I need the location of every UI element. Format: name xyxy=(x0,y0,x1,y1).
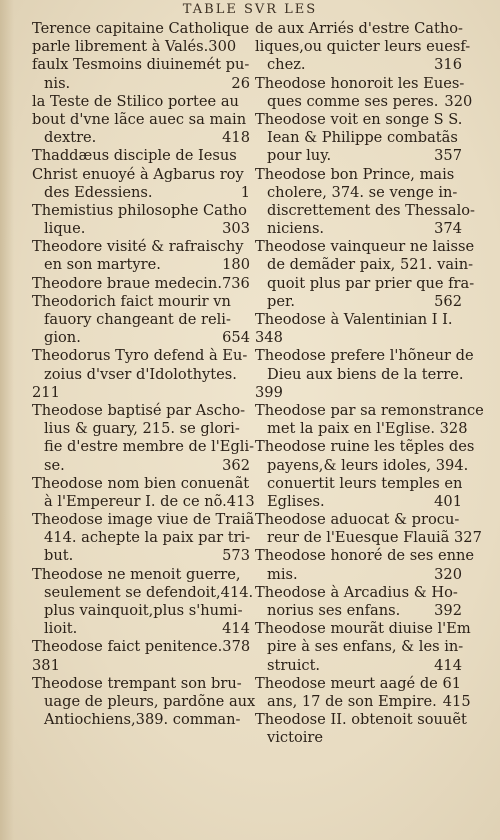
index-entry-line xyxy=(255,657,462,675)
page-reference: 414 xyxy=(434,656,462,674)
index-entry-line xyxy=(32,38,250,56)
index-entry-line xyxy=(255,311,462,329)
index-entry-line xyxy=(32,347,250,365)
index-entry-line xyxy=(255,38,471,56)
index-entry-line xyxy=(255,74,465,93)
index-entry-line xyxy=(255,620,471,638)
index-entry-line xyxy=(255,238,475,256)
entry-text: à l'Empereur I. de ce nõ.413 xyxy=(44,492,255,510)
index-entry-line xyxy=(255,547,475,565)
entry-text: de demãder paix, 521. vain- xyxy=(267,256,474,274)
entry-text: nis. xyxy=(44,74,71,92)
entry-text: fauory changeant de reli- xyxy=(44,311,231,328)
entry-text: Iean & Philippe combatãs xyxy=(267,129,458,147)
entry-text: Theodose à Arcadius & Ho- xyxy=(255,583,458,601)
index-entry-line xyxy=(32,566,250,584)
index-entry-line xyxy=(255,20,462,38)
index-entry-line xyxy=(255,147,462,165)
index-entry-line xyxy=(255,584,462,602)
entry-text: Theodose nom bien conuenãt xyxy=(32,474,250,492)
index-entry-line xyxy=(255,274,475,293)
entry-text: seulement se defendoit,414. xyxy=(44,583,254,601)
index-entry-line xyxy=(255,184,462,202)
entry-text: Theodose image viue de Traiã xyxy=(32,511,255,529)
page-reference: 573 xyxy=(222,547,250,565)
index-entry-line xyxy=(32,457,250,475)
index-entry-line xyxy=(255,92,473,111)
index-entry-line xyxy=(32,675,250,693)
page-reference: 303 xyxy=(222,220,250,238)
index-entry-line xyxy=(32,111,250,129)
entry-text: de aux Arriés d'estre Catho- xyxy=(255,20,463,37)
index-entry-line xyxy=(255,602,462,620)
index-entry-line xyxy=(32,402,250,420)
entry-text: cholere, 374. se venge in- xyxy=(267,183,458,201)
index-entry-line xyxy=(32,275,250,293)
entry-text: fie d'estre membre de l'Egli- xyxy=(44,438,255,456)
index-entry-line xyxy=(32,20,250,38)
index-entry-line xyxy=(32,329,250,347)
index-entry-line xyxy=(32,220,250,238)
index-entry-line xyxy=(32,366,250,384)
entry-text: discrettement des Thessalo- xyxy=(267,201,475,219)
index-entry-line xyxy=(255,529,482,547)
index-entry-line xyxy=(255,347,474,365)
entry-text: Terence capitaine Catholique xyxy=(32,20,250,37)
entry-text: lius & guary, 215. se glori- xyxy=(44,420,240,438)
entry-text: lique. xyxy=(44,220,86,238)
index-entry-line xyxy=(255,511,462,529)
entry-text: Theodose aduocat & procu- xyxy=(255,511,460,529)
index-entry-line xyxy=(255,384,462,402)
entry-text: struict. xyxy=(267,656,321,674)
index-entry-line xyxy=(255,56,462,74)
page-reference: 392 xyxy=(434,602,462,619)
entry-text: Theodose meurt aagé de 61 xyxy=(255,674,462,692)
page-reference: 320 xyxy=(434,565,462,583)
index-entry-line xyxy=(255,711,467,729)
page-reference: 374 xyxy=(434,220,462,238)
index-entry-line xyxy=(255,566,462,584)
page-reference: 357 xyxy=(434,147,462,165)
entry-text: Theodose mourãt diuise l'Em xyxy=(255,620,471,638)
index-entry-line xyxy=(255,475,462,493)
index-entry-line xyxy=(255,420,468,438)
index-entry-line xyxy=(32,529,250,547)
page-reference: 562 xyxy=(434,292,462,310)
entry-text: Theodorus Tyro defend à Eu- xyxy=(32,347,248,365)
index-entry-line xyxy=(32,438,255,456)
page-reference: 316 xyxy=(434,56,462,74)
index-entry-line xyxy=(255,401,484,420)
entry-text: ques comme ses peres. xyxy=(267,92,439,110)
entry-text: ans, 17 de son Empire. xyxy=(267,692,437,710)
index-entry-line xyxy=(32,166,250,184)
index-entry-line xyxy=(32,202,250,220)
entry-text: conuertit leurs temples en xyxy=(267,474,463,492)
entry-text: plus vainquoit,plus s'humi- xyxy=(44,602,243,619)
entry-text: uage de pleurs, pardõne aux xyxy=(44,692,256,710)
index-entry-line xyxy=(255,293,462,311)
index-entry-line xyxy=(255,456,469,475)
index-entry-line xyxy=(255,256,474,274)
entry-text: bout d'vne lãce auec sa main xyxy=(32,110,247,128)
index-entry-line xyxy=(32,602,250,620)
entry-text: but. xyxy=(44,547,74,565)
page-reference: 1 xyxy=(240,183,250,201)
page-reference: 362 xyxy=(222,456,250,474)
entry-text: met la paix en l'Eglise. 328 xyxy=(267,420,468,438)
entry-text: mis. xyxy=(267,565,298,583)
index-entry-line xyxy=(32,129,250,147)
entry-text: Theodose honoré de ses enne xyxy=(255,547,475,565)
index-entry-line xyxy=(255,220,462,238)
index-column-right xyxy=(255,20,484,748)
entry-text: gion. xyxy=(44,329,81,347)
entry-text: Theodose II. obtenoit souuẽt xyxy=(255,711,467,729)
entry-text: faulx Tesmoins diuinemét pu- xyxy=(32,56,250,74)
entry-text: 211 xyxy=(32,383,60,401)
page-reference: 654 xyxy=(222,329,250,347)
index-entry-line xyxy=(32,184,250,202)
index-column-left xyxy=(32,20,256,729)
index-entry-line xyxy=(255,329,462,347)
index-entry-line xyxy=(32,657,250,675)
entry-text: lioit. xyxy=(44,620,78,638)
entry-text: Theodose voit en songe S S. xyxy=(255,110,463,128)
index-entry-line xyxy=(255,438,475,456)
entry-text: des Edessiens. xyxy=(44,183,153,201)
entry-text: norius ses enfans. xyxy=(267,602,401,619)
entry-text: Theodose prefere l'hõneur de xyxy=(255,347,474,365)
entry-text: se. xyxy=(44,456,65,474)
index-entry-line xyxy=(32,384,250,402)
index-entry-line xyxy=(255,166,462,184)
entry-text: Themistius philosophe Catho xyxy=(32,201,247,219)
entry-text: parle librement à Valés.300 xyxy=(32,38,237,56)
page-reference: 414 xyxy=(222,620,250,638)
index-entry-line xyxy=(32,620,250,638)
entry-text: Dieu aux biens de la terre. xyxy=(267,365,464,383)
entry-text: 399 xyxy=(255,383,283,401)
index-entry-line xyxy=(32,75,250,93)
page-reference: 401 xyxy=(434,492,462,510)
entry-text: 348 xyxy=(255,329,283,347)
index-entry-line xyxy=(32,56,250,74)
entry-text: quoit plus par prier que fra- xyxy=(267,274,475,292)
index-entry-line xyxy=(255,692,471,711)
entry-text: la Teste de Stilico portee au xyxy=(32,92,239,110)
index-entry-line xyxy=(255,493,462,511)
index-entry-line xyxy=(32,511,255,529)
index-entry-line xyxy=(255,638,462,656)
page-gutter-shadow xyxy=(0,0,14,840)
index-entry-line xyxy=(255,675,462,693)
index-entry-line xyxy=(255,366,462,384)
entry-text: Theodose ne menoit guerre, xyxy=(32,565,241,583)
entry-text: pire à ses enfans, & les in- xyxy=(267,638,464,656)
entry-text: payens,& leurs idoles, 394. xyxy=(267,456,469,474)
entry-text: en son martyre. xyxy=(44,256,161,274)
entry-text: reur de l'Euesque Flauiã 327 xyxy=(267,529,482,547)
index-entry-line xyxy=(32,475,250,493)
index-entry-line xyxy=(32,311,250,329)
index-entry-line xyxy=(255,201,475,220)
entry-text: dextre. xyxy=(44,129,97,147)
entry-text: Theodose baptisé par Ascho- xyxy=(32,401,246,419)
entry-text: per. xyxy=(267,292,295,310)
entry-text: Theodore visité & rafraischy xyxy=(32,238,244,256)
index-entry-line xyxy=(32,492,255,511)
index-entry-line xyxy=(32,93,250,111)
entry-text: Theodose vainqueur ne laisse xyxy=(255,238,475,256)
entry-text: chez. xyxy=(267,56,306,74)
entry-text: Theodose par sa remonstrance xyxy=(255,401,484,419)
page-reference: 26 xyxy=(231,74,250,92)
page-reference: 415 xyxy=(442,692,471,710)
page-reference: 418 xyxy=(222,129,250,147)
index-entry-line xyxy=(32,692,256,711)
index-entry-line xyxy=(32,238,250,256)
entry-text: Theodose ruine les tẽples des xyxy=(255,438,475,456)
index-entry-line xyxy=(255,729,462,747)
entry-text: liques,ou quicter leurs euesf- xyxy=(255,38,471,56)
entry-text: Antiochiens,389. comman- xyxy=(44,711,241,729)
index-entry-line xyxy=(32,293,250,311)
entry-text: 414. achepte la paix par tri- xyxy=(44,529,251,547)
entry-text: niciens. xyxy=(267,220,325,238)
index-entry-line xyxy=(32,256,250,274)
entry-text: Theodose à Valentinian I I. xyxy=(255,311,453,328)
index-entry-line xyxy=(32,547,250,565)
page-reference: 180 xyxy=(222,256,250,274)
index-entry-line xyxy=(32,711,250,729)
entry-text: 381 xyxy=(32,656,60,674)
entry-text: Theodore braue medecin.736 xyxy=(32,274,250,292)
entry-text: Christ enuoyé à Agbarus roy xyxy=(32,165,244,183)
entry-text: victoire xyxy=(267,729,324,747)
index-entry-line xyxy=(32,147,250,165)
entry-text: Theodose faict penitence.378 xyxy=(32,638,251,656)
entry-text: Theodorich faict mourir vn xyxy=(32,292,231,310)
index-entry-line xyxy=(255,129,462,147)
entry-text: Thaddæus disciple de Iesus xyxy=(32,147,237,165)
entry-text: Theodose honoroit les Eues- xyxy=(255,74,465,92)
entry-text: zoius d'vser d'Idolothytes. xyxy=(44,365,237,383)
entry-text: Theodose trempant son bru- xyxy=(32,674,242,692)
page-reference: 320 xyxy=(444,92,473,110)
index-entry-line xyxy=(255,111,462,129)
entry-text: Theodose bon Prince, mais xyxy=(255,165,455,183)
entry-text: pour luy. xyxy=(267,147,332,165)
index-entry-line xyxy=(32,420,250,438)
entry-text: Eglises. xyxy=(267,492,325,510)
index-entry-line xyxy=(32,638,250,656)
index-entry-line xyxy=(32,583,254,602)
running-header: TABLE SVR LES xyxy=(182,2,318,17)
